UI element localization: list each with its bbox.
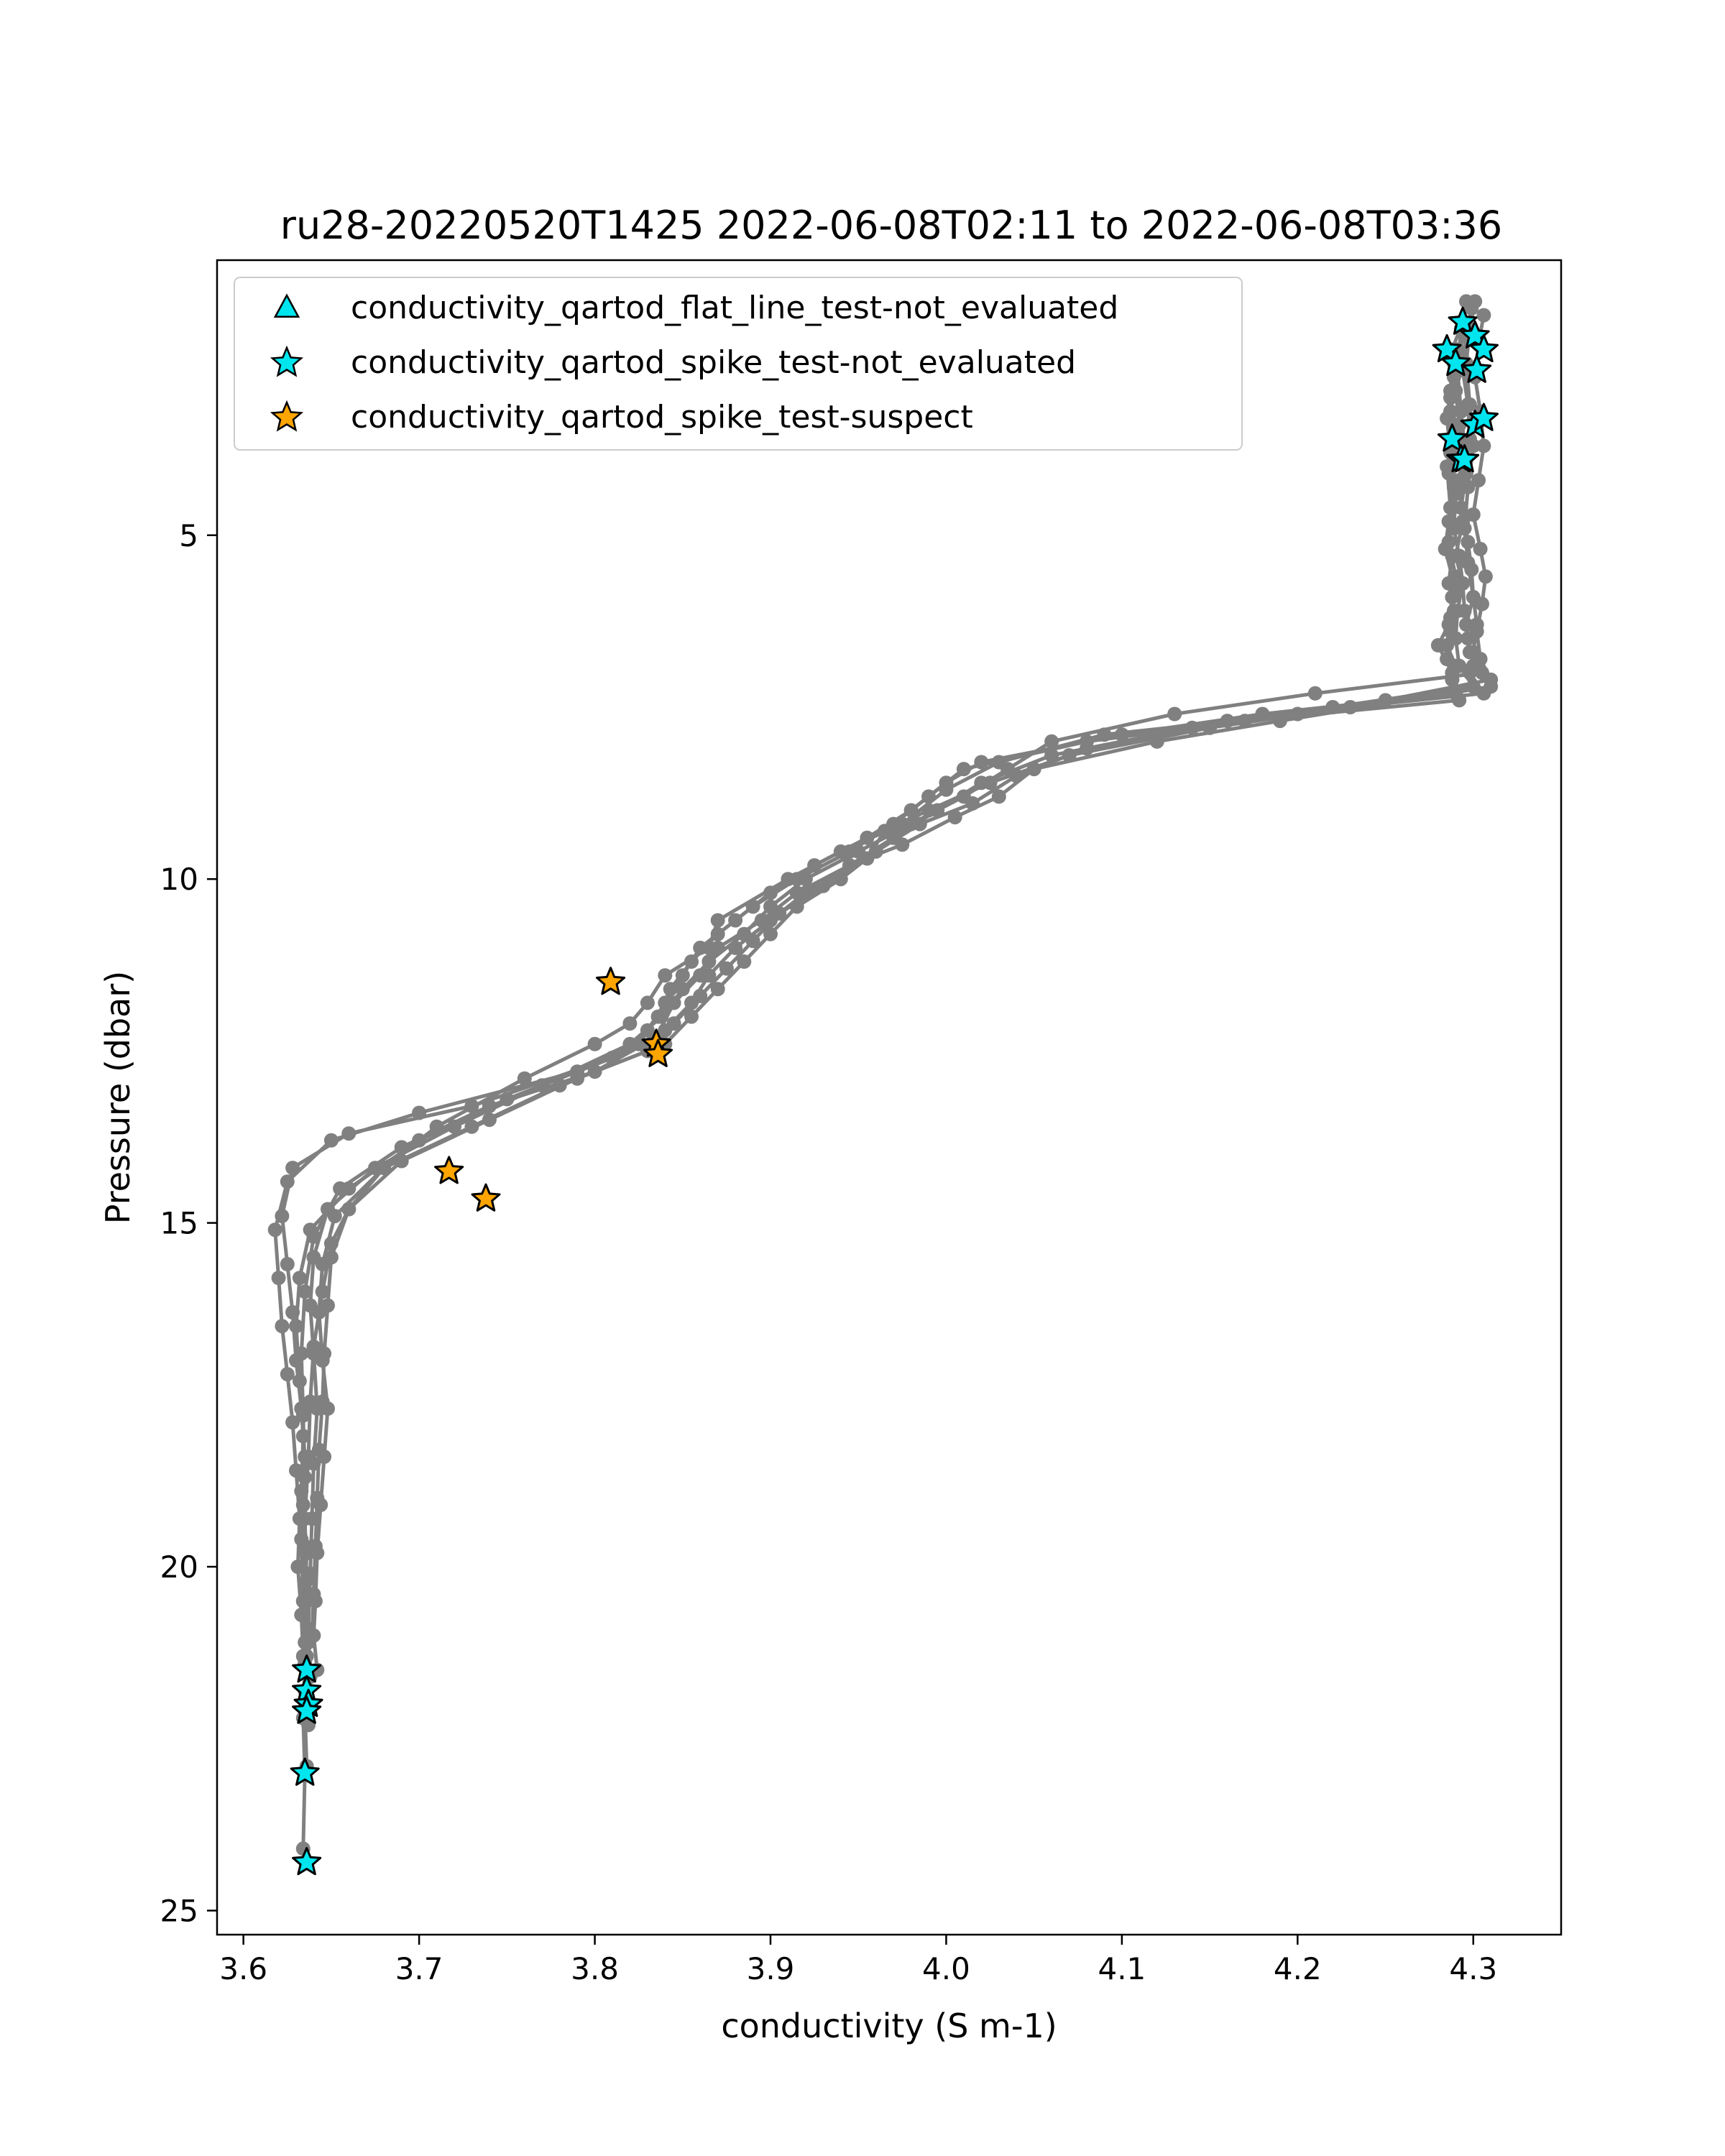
data-point bbox=[289, 1353, 303, 1368]
data-point bbox=[1476, 308, 1491, 323]
data-point bbox=[684, 995, 699, 1010]
data-point bbox=[306, 1250, 321, 1265]
data-point bbox=[1459, 617, 1473, 632]
data-point bbox=[285, 1305, 300, 1319]
data-point bbox=[1445, 673, 1459, 687]
data-point bbox=[298, 1450, 312, 1464]
data-point bbox=[684, 1010, 699, 1024]
legend-entry-flat-line-not-evaluated: conductivity_qartod_flat_line_test-not_evaluated bbox=[351, 290, 1119, 326]
data-point bbox=[1440, 411, 1454, 425]
data-point bbox=[300, 1546, 314, 1560]
y-tick-label: 5 bbox=[179, 517, 198, 553]
x-tick-label: 4.3 bbox=[1449, 1951, 1498, 1986]
data-point bbox=[305, 1511, 319, 1526]
data-point bbox=[464, 1099, 479, 1113]
data-point bbox=[289, 1319, 303, 1333]
data-point bbox=[1447, 521, 1461, 535]
data-point bbox=[1440, 652, 1454, 666]
data-point bbox=[1452, 549, 1466, 563]
data-point bbox=[886, 831, 901, 845]
legend bbox=[234, 277, 1242, 450]
data-point bbox=[1442, 576, 1456, 591]
data-point bbox=[1476, 438, 1491, 453]
chart-title: ru28-20220520T1425 2022-06-08T02:11 to 2022-06-08T03:36 bbox=[280, 203, 1503, 248]
data-point bbox=[1460, 397, 1475, 412]
data-point bbox=[1448, 487, 1463, 501]
x-tick-label: 4.1 bbox=[1098, 1951, 1146, 1986]
data-point bbox=[1460, 535, 1475, 549]
data-point bbox=[658, 968, 672, 982]
x-tick-label: 3.9 bbox=[746, 1951, 795, 1986]
data-point bbox=[1185, 721, 1200, 735]
data-point bbox=[588, 1037, 602, 1051]
y-tick-label: 10 bbox=[160, 862, 198, 898]
data-point bbox=[930, 803, 944, 818]
x-tick-label: 4.2 bbox=[1273, 1951, 1322, 1986]
data-point bbox=[1448, 384, 1463, 398]
data-point bbox=[746, 900, 760, 914]
legend-entry-spike-suspect: conductivity_qartod_spike_test-suspect bbox=[351, 399, 973, 436]
x-tick-label: 4.0 bbox=[922, 1951, 970, 1986]
data-point bbox=[1452, 693, 1466, 707]
data-point bbox=[1450, 604, 1465, 618]
data-point bbox=[321, 1202, 335, 1217]
data-point bbox=[341, 1126, 356, 1141]
data-point bbox=[296, 1498, 310, 1512]
data-point bbox=[663, 982, 678, 996]
data-point bbox=[1452, 659, 1466, 673]
data-point bbox=[1463, 645, 1477, 659]
data-point bbox=[275, 1319, 289, 1333]
data-point bbox=[1478, 569, 1493, 584]
data-point bbox=[605, 1051, 620, 1065]
data-point bbox=[974, 775, 988, 790]
data-point bbox=[289, 1463, 303, 1478]
data-point bbox=[702, 954, 716, 969]
data-point bbox=[1466, 507, 1481, 522]
data-point bbox=[728, 941, 742, 955]
data-point bbox=[321, 1299, 335, 1313]
data-point bbox=[324, 1250, 339, 1265]
data-point bbox=[341, 1202, 356, 1217]
data-point bbox=[1448, 631, 1463, 645]
data-point bbox=[711, 927, 725, 941]
legend-entry-spike-not-evaluated: conductivity_qartod_spike_test-not_evaluated bbox=[351, 344, 1077, 381]
data-point bbox=[1044, 748, 1059, 763]
data-point bbox=[294, 1401, 308, 1416]
data-point bbox=[301, 1635, 316, 1649]
data-point bbox=[842, 858, 857, 872]
data-point bbox=[303, 1222, 318, 1237]
data-point bbox=[711, 913, 725, 928]
data-point bbox=[1167, 707, 1182, 722]
data-point bbox=[737, 954, 751, 969]
data-point bbox=[1464, 301, 1478, 315]
data-point bbox=[676, 982, 690, 996]
data-point bbox=[306, 1346, 321, 1360]
data-point bbox=[702, 968, 716, 982]
data-point bbox=[886, 817, 901, 831]
data-point bbox=[268, 1222, 282, 1237]
data-point bbox=[622, 1016, 637, 1031]
data-point bbox=[921, 789, 936, 803]
data-point bbox=[763, 913, 778, 928]
data-point bbox=[1464, 563, 1478, 577]
data-point bbox=[1325, 700, 1340, 714]
data-point bbox=[368, 1161, 382, 1175]
data-point bbox=[711, 982, 725, 996]
data-point bbox=[1308, 686, 1322, 701]
data-point bbox=[447, 1120, 461, 1134]
data-point bbox=[640, 995, 655, 1010]
data-point bbox=[1475, 665, 1489, 680]
data-point bbox=[1455, 576, 1470, 591]
y-tick-label: 15 bbox=[160, 1205, 198, 1241]
data-point bbox=[658, 1023, 672, 1038]
data-point bbox=[1471, 473, 1486, 487]
data-point bbox=[684, 954, 699, 969]
x-tick-label: 3.6 bbox=[219, 1951, 268, 1986]
x-tick-label: 3.8 bbox=[571, 1951, 619, 1986]
data-point bbox=[482, 1112, 497, 1127]
data-point bbox=[763, 900, 778, 914]
data-point bbox=[298, 1594, 312, 1608]
data-point bbox=[957, 762, 971, 776]
data-point bbox=[290, 1560, 305, 1574]
data-point bbox=[799, 885, 813, 900]
data-point bbox=[1473, 542, 1488, 556]
data-point bbox=[842, 844, 857, 859]
data-point bbox=[303, 1299, 318, 1313]
data-point bbox=[285, 1161, 300, 1175]
y-axis-label: Pressure (dbar) bbox=[98, 970, 137, 1225]
data-point bbox=[790, 872, 804, 886]
data-point bbox=[275, 1209, 289, 1223]
data-point bbox=[651, 1010, 666, 1024]
data-point bbox=[1431, 638, 1445, 653]
y-tick-label: 20 bbox=[160, 1549, 198, 1585]
data-point bbox=[310, 1401, 324, 1416]
x-tick-label: 3.7 bbox=[395, 1951, 443, 1986]
x-axis-label: conductivity (S m-1) bbox=[721, 2007, 1057, 2045]
y-tick-label: 25 bbox=[160, 1893, 198, 1929]
data-point bbox=[1466, 679, 1481, 694]
data-point bbox=[1466, 590, 1481, 604]
data-point bbox=[272, 1271, 286, 1285]
data-point bbox=[763, 927, 778, 941]
data-point bbox=[293, 1271, 307, 1285]
data-point bbox=[285, 1415, 300, 1429]
data-point bbox=[280, 1367, 295, 1381]
data-point bbox=[280, 1257, 295, 1271]
